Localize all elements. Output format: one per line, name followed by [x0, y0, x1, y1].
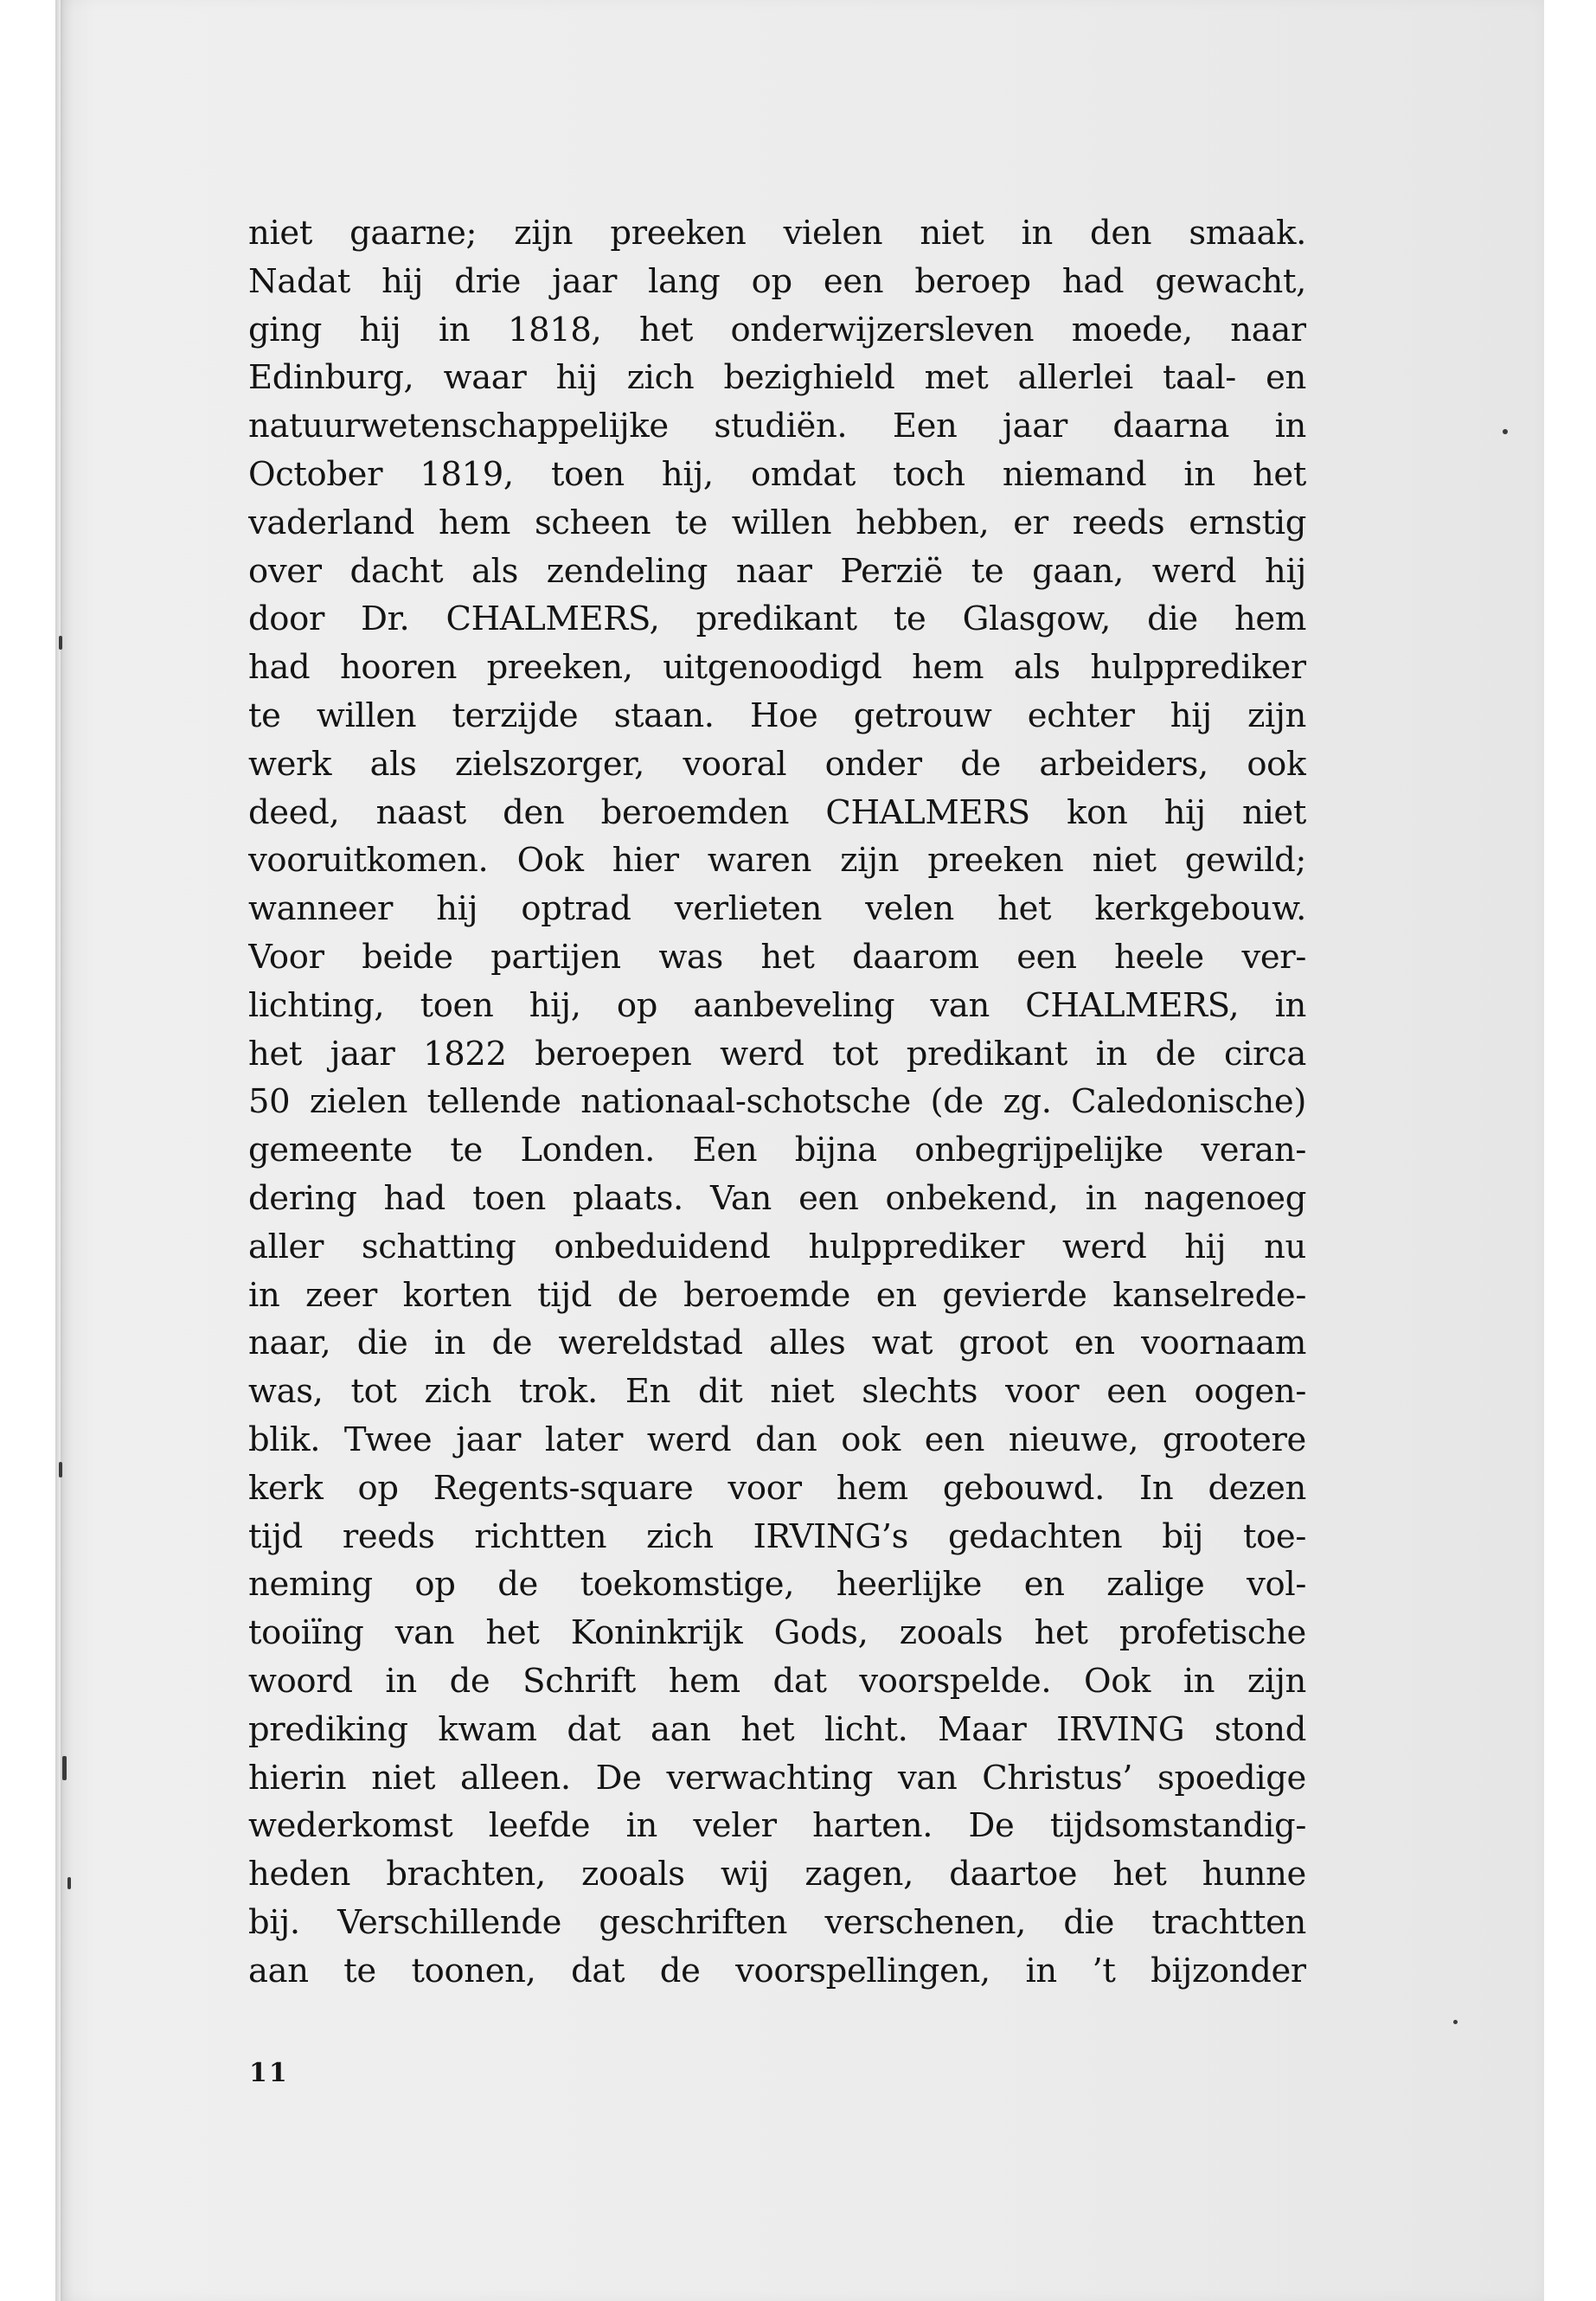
text-line: Voor beide partijen was het daarom een heele ver-: [248, 937, 1306, 977]
text-line: vaderland hem scheen te willen hebben, er reeds ernstig: [248, 503, 1306, 542]
text-line: neming op de toekomstige, heerlijke en zalige vol-: [248, 1565, 1306, 1605]
text-line: naar, die in de wereldstad alles wat groot en voornaam: [248, 1324, 1306, 1363]
binding-shadow: [55, 0, 64, 2301]
text-line: te willen terzijde staan. Hoe getrouw echter hij zijn: [248, 695, 1306, 735]
text-line: ging hij in 1818, het onderwijzersleven moede, naar: [248, 310, 1306, 349]
text-line: 50 zielen tellende nationaal-schotsche (de zg. Caledonische): [248, 1082, 1306, 1122]
text-line: was, tot zich trok. En dit niet slechts voor een oogen-: [248, 1372, 1306, 1412]
ink-speck: [1453, 2020, 1458, 2024]
ink-speck: [59, 636, 62, 650]
text-line: bij. Verschillende geschriften verschenen, die trachtten: [248, 1902, 1306, 1942]
text-line: vooruitkomen. Ook hier waren zijn preeken niet gewild;: [248, 841, 1306, 881]
text-line: woord in de Schrift hem dat voorspelde. Ook in zijn: [248, 1661, 1306, 1701]
text-line: aan te toonen, dat de voorspellingen, in ’t bijzonder: [248, 1951, 1306, 1990]
text-line: lichting, toen hij, op aanbeveling van CHALMERS, in: [248, 985, 1306, 1025]
text-line: gemeente te Londen. Een bijna onbegrijpelijke veran-: [248, 1131, 1306, 1170]
text-line: natuurwetenschappelijke studiën. Een jaar daarna in: [248, 407, 1306, 446]
text-line: Edinburg, waar hij zich bezighield met allerlei taal- en: [248, 358, 1306, 398]
text-line: deed, naast den beroemden CHALMERS kon hij niet: [248, 792, 1306, 832]
text-line: het jaar 1822 beroepen werd tot predikant in de circa: [248, 1034, 1306, 1074]
text-line: heden brachten, zooals wij zagen, daartoe het hunne: [248, 1855, 1306, 1894]
text-line: prediking kwam dat aan het licht. Maar IRVING stond: [248, 1709, 1306, 1749]
ink-speck: [1503, 429, 1508, 434]
text-line: October 1819, toen hij, omdat toch niemand in het: [248, 454, 1306, 494]
text-line: wanneer hij optrad verlieten velen het kerkgebouw.: [248, 889, 1306, 929]
page-number: 11: [249, 2058, 289, 2088]
text-line: wederkomst leefde in veler harten. De tijdsomstandig-: [248, 1806, 1306, 1846]
text-line: tijd reeds richtten zich IRVING’s gedachten bij toe-: [248, 1516, 1306, 1556]
ink-speck: [67, 1877, 71, 1889]
text-line: werk als zielszorger, vooral onder de arbeiders, ook: [248, 744, 1306, 784]
text-line: door Dr. CHALMERS, predikant te Glasgow, die hem: [248, 599, 1306, 639]
text-line: aller schatting onbeduidend hulpprediker werd hij nu: [248, 1227, 1306, 1266]
text-line: kerk op Regents-square voor hem gebouwd. In dezen: [248, 1468, 1306, 1508]
text-line: blik. Twee jaar later werd dan ook een nieuwe, grootere: [248, 1420, 1306, 1459]
ink-speck: [59, 1462, 62, 1477]
text-line: niet gaarne; zijn preeken vielen niet in den smaak.: [248, 214, 1306, 253]
text-line: had hooren preeken, uitgenoodigd hem als hulpprediker: [248, 648, 1306, 688]
text-line: in zeer korten tijd de beroemde en gevierde kanselrede-: [248, 1275, 1306, 1315]
text-line: over dacht als zendeling naar Perzië te gaan, werd hij: [248, 551, 1306, 591]
text-line: hierin niet alleen. De verwachting van Christus’ spoedige: [248, 1758, 1306, 1798]
text-line: Nadat hij drie jaar lang op een beroep had gewacht,: [248, 261, 1306, 301]
body-text: [248, 209, 1306, 1995]
ink-speck: [62, 1756, 67, 1780]
text-line: dering had toen plaats. Van een onbekend, in nagenoeg: [248, 1178, 1306, 1218]
text-line: tooiïng van het Koninkrijk Gods, zooals het profetische: [248, 1613, 1306, 1653]
